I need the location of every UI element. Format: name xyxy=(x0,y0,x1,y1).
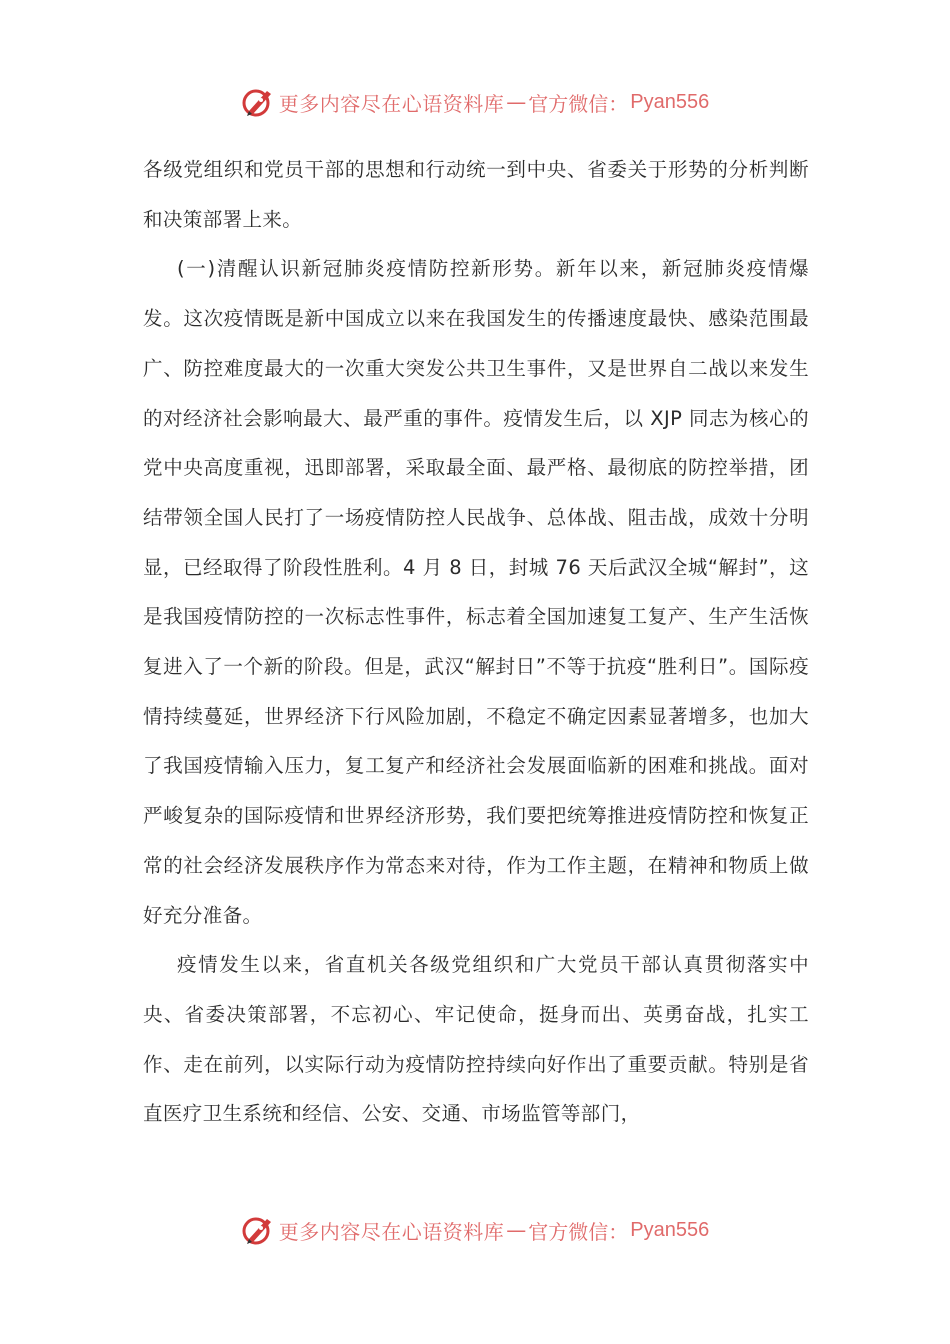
paragraph-epidemic-situation: (一)清醒认识新冠肺炎疫情防控新形势。新年以来，新冠肺炎疫情爆发。这次疫情既是新中国成立以来在我国发生的传播速度最快、感染范围最广、防控难度最大的一次重大突发公共卫生事件，又是世界自二战以来发生的对经济社会影响最大、最严重的事件。疫情发生后，以 XJP 同志为核心的党中央高度重视，迅即部署，采取最全面、最严格、最彻底的防控举措，团结带领全国人民打了一场疫情防控人民战争、总体战、阻击战，成效十分明显，已经取得了阶段性胜利。4 月 8 日，封城 76 天后武汉全城“解封”，这是我国疫情防控的一次标志性事件，标志着全国加速复工复产、生产生活恢复进入了一个新的阶段。但是，武汉“解封日”不等于抗疫“胜利日”。国际疫情持续蔓延，世界经济下行风险加剧，不稳定不确定因素显著增多，也加大了我国疫情输入压力，复工复产和经济社会发展面临新的困难和挑战。面对严峻复杂的国际疫情和世界经济形势，我们要把统筹推进疫情防控和恢复正常的社会经济发展秩序作为常态来对待，作为工作主题，在精神和物质上做好充分准备。 xyxy=(143,257,809,927)
banner-wechat-id: Pyan556 xyxy=(630,1218,710,1241)
banner-text: 更多内容尽在心语资料库 xyxy=(278,1219,505,1244)
banner-wechat-label: 官方微信： xyxy=(528,1219,629,1244)
paragraph-party-organizations: 疫情发生以来，省直机关各级党组织和广大党员干部认真贯彻落实中央、省委决策部署，不忘初心、牢记使命，挺身而出、英勇奋战，扎实工作、走在前列，以实际行动为疫情防控持续向好作出了重要贡献。特别是省直医疗卫生系统和经信、公安、交通、市场监管等部门， xyxy=(143,953,809,1126)
header-watermark-banner xyxy=(0,82,950,122)
pen-logo-icon xyxy=(241,1213,275,1247)
banner-separator: — xyxy=(506,90,527,114)
banner-wechat-id: Pyan556 xyxy=(630,90,710,113)
footer-watermark-banner xyxy=(0,1210,950,1250)
document-body xyxy=(143,145,809,1139)
paragraph-continuation: 各级党组织和党员干部的思想和行动统一到中央、省委关于形势的分析判断和决策部署上来。 xyxy=(143,158,809,231)
pen-logo-icon xyxy=(241,85,275,119)
banner-wechat-label: 官方微信： xyxy=(528,91,629,116)
banner-text: 更多内容尽在心语资料库 xyxy=(278,91,505,116)
banner-separator: — xyxy=(506,1218,527,1242)
